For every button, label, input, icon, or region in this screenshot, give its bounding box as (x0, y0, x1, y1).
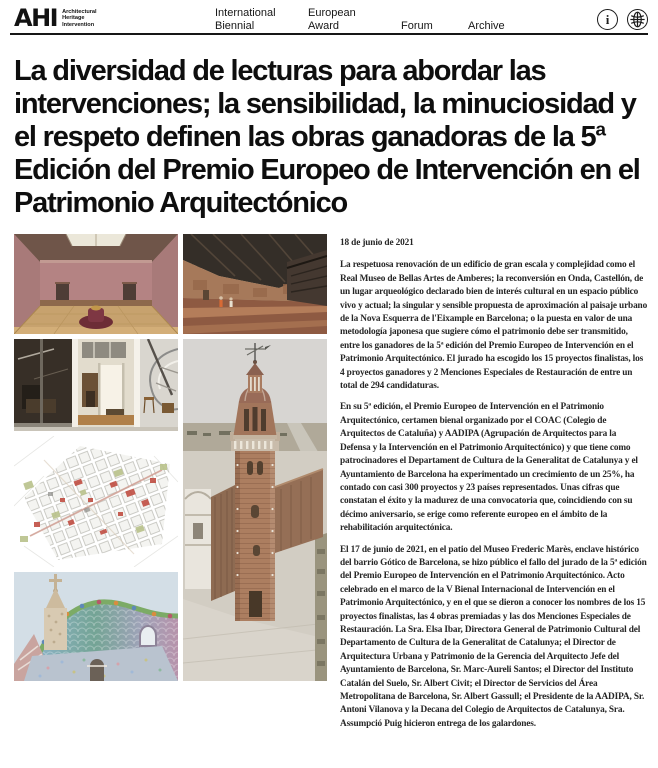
article-paragraph: La respetuosa renovación de un edificio de gran escala y complejidad como el Real Museo de Bellas Artes de Amberes; la reconversión en Onda, Castellón, de un lugar arqueológico declarado bien de interés cultural en un espacio público vivo y actual; la singular y sensible propuesta de aproximación al paisaje urbano de la Nova Esquerra de l'Eixample en Barcelona; o la puesta en valor de una metodología japonesa que sugiere cómo el patrimonio debe ser transmitido, entre los ganadores de la 5ª edición del Premio Europeo de Intervención en el Patrimonio Arquitectónico. El jurado ha escogido los 15 proyectos finalistas, los 4 proyectos ganadores y 2 Menciones Especiales de Restauración de entre un total de 294 candidaturas. (340, 260, 648, 392)
courtyard-window-photo[interactable] (14, 339, 178, 431)
ahi-logo-words (62, 7, 97, 29)
photo-collage (14, 234, 327, 739)
page-title: La diversidad de lecturas para abordar las intervenciones; la sensibilidad, la minuciosidad y el respeto definen las obras ganadoras de la 5ª Edición del Premio Europeo de Intervención en el Patrimonio Arquitectónico (14, 55, 640, 219)
site-header (0, 0, 658, 33)
urban-plan-drawing[interactable] (14, 436, 178, 567)
article-body (340, 234, 648, 739)
info-icon[interactable]: i (597, 9, 618, 30)
collage-left-column (14, 234, 178, 739)
nav-item-international-biennial[interactable]: International Biennial (215, 7, 276, 32)
logo-word: Architectural (62, 9, 97, 15)
ahi-logo[interactable] (14, 4, 215, 32)
nav-item-forum[interactable]: Forum (401, 20, 433, 32)
archaeological-site-photo[interactable] (183, 234, 327, 334)
article-paragraph: En su 5ª edición, el Premio Europeo de Intervención en el Patrimonio Arquitectónico, certamen bienal organizado por el COAC (Colegio de Arquitectos de Cataluña) y AADIPA (Agrupación de Arquitectos para la Defensa y la Intervención en el Patrimonio Arquitectónico) y que tiene como patrocinadores el Departament de Cultura de la Generalitat de Catalunya y el Ayuntamiento de Barcelona ha experimentado un crecimiento de un 25%, ha contado con casi 300 proyectos y 23 países representados. Unas cifras que constatan el éxito y la madurez de una convocatoria que, coincidiendo con su décimo aniversario, se erige como referente europeo en el ámbito de la rehabilitación arquitectónica. (340, 402, 638, 534)
museum-gallery-photo[interactable] (14, 234, 178, 334)
logo-word: Intervention (62, 21, 95, 28)
ahi-logo-acronym: AHI (14, 4, 58, 32)
nav-item-archive[interactable]: Archive (468, 20, 505, 32)
globe-icon[interactable] (627, 9, 648, 30)
article-date: 18 de junio de 2021 (340, 238, 414, 248)
collage-right-column (183, 234, 327, 739)
logo-word: Heritage (62, 15, 85, 22)
article-paragraph: El 17 de junio de 2021, en el patio del Museo Frederic Marès, enclave histórico del barrio Gótico de Barcelona, se hizo público el fallo del jurado de la 5ª edición del Premio Europeo de Intervención en el Patrimonio Arquitectónico. Acto celebrado en el marco de la V Bienal Internacional de Intervención en el Patrimonio Arquitectónico, y en el que se dieron a conocer los nombres de los 15 proyectos finalistas, las 4 obras premiadas y las dos Menciones Especiales de Restauración. La Sra. Elsa Ibar, Directora General de Patrimonio Cultural del Departamento de Cultura de la Generalitat de Catalunya; el Director de Arquitectura Urbana y Patrimonio de la Gerencia del Arquitecto Jefe del Ayuntamiento de Barcelona, Sr. Marc-Aureli Santos; el Director del Instituto Catalán del Suelo, Sr. Albert Civit; el Director de Servicios del Área Metropolitana de Barcelona, Sr. Albert Gassull; el Presidente de la AADIPA, Sr. Antoni Vilanova y la Decana del Colegio de Arquitectos de Catalunya, Sra. Assumpció Puig hicieron entrega de los galardones. (340, 544, 647, 729)
globe-glyph (629, 11, 646, 28)
content-area (0, 234, 658, 739)
casa-batllo-roof-photo[interactable] (14, 572, 178, 681)
church-tower-aerial-photo[interactable] (183, 339, 327, 681)
main-nav (215, 7, 548, 35)
header-icons (597, 7, 648, 30)
nav-item-european-award[interactable]: European Award (308, 7, 356, 32)
